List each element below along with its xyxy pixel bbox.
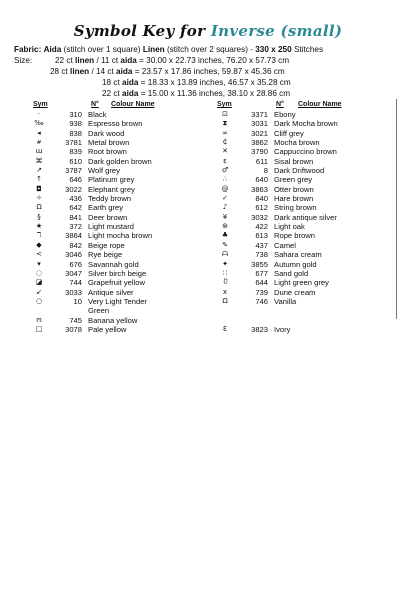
size-fabric: aida	[116, 67, 133, 76]
colour-name: Teddy brown	[88, 194, 132, 204]
size-fabric: aida	[122, 89, 139, 98]
list-item	[30, 157, 200, 166]
list-item	[30, 119, 200, 128]
list-item	[30, 250, 200, 259]
size-count: 28 ct	[50, 67, 68, 76]
list-item	[216, 138, 394, 147]
symbol-glyph: ◂	[37, 128, 41, 137]
list-item	[216, 175, 394, 184]
symbol-glyph: Ω	[222, 296, 228, 305]
colour-name: Light mocha brown	[88, 231, 153, 241]
symbol-glyph: ✧	[36, 194, 42, 203]
symbol-glyph: ო	[36, 315, 42, 324]
colour-name: Wolf grey	[88, 166, 120, 176]
thread-number: 841	[69, 212, 82, 222]
fabric-linen-note: (stitch over 2 squares) -	[166, 45, 253, 54]
symbol-glyph: ⌘	[35, 156, 43, 165]
colour-name: Rope brown	[274, 231, 315, 241]
list-item	[30, 222, 200, 231]
thread-number: 436	[69, 194, 82, 204]
size-line-3	[102, 78, 291, 88]
symbol-glyph: ɯ	[35, 147, 43, 156]
symbol-glyph: Ω	[36, 203, 42, 212]
symbol-glyph: ⧣	[37, 138, 41, 147]
symbol-glyph: ◌	[35, 268, 43, 277]
colour-name: Ivory	[274, 324, 291, 334]
thread-number: 3863	[251, 184, 268, 194]
colour-name: Otter brown	[274, 184, 314, 194]
colour-name: Dark wood	[88, 128, 125, 138]
header-colour-name: Colour Name	[111, 101, 155, 108]
colour-name: Earth grey	[88, 203, 124, 213]
colour-name: Green grey	[274, 175, 312, 185]
symbol-glyph: ∴	[222, 175, 228, 184]
list-item	[216, 269, 394, 278]
colour-name: Sand gold	[274, 268, 309, 278]
fabric-linen: Linen	[142, 45, 165, 54]
colour-name: Espresso brown	[88, 119, 143, 129]
list-item	[216, 260, 394, 269]
header-colour-name: Colour Name	[298, 101, 342, 108]
symbol-glyph: ε	[223, 156, 227, 165]
symbol-glyph: <	[36, 250, 42, 259]
colour-name: Pale yellow	[88, 324, 127, 334]
colour-name: Cappuccino brown	[274, 147, 337, 157]
list-item	[216, 306, 394, 325]
list-item	[30, 288, 200, 297]
thread-number: 644	[255, 278, 268, 288]
fabric-label: Fabric:	[14, 45, 42, 54]
colour-name: Antique silver	[88, 287, 134, 297]
list-item	[216, 250, 394, 259]
thread-number: 646	[69, 175, 82, 185]
symbol-glyph: ✦	[222, 259, 228, 268]
header-sym: Sym	[33, 101, 48, 108]
list-item	[216, 325, 394, 334]
thread-number: 437	[255, 240, 268, 250]
thread-number: 739	[255, 287, 268, 297]
symbol-glyph: @	[221, 184, 229, 193]
size-label: Size:	[14, 56, 33, 65]
list-item	[216, 222, 394, 231]
colour-name: Dark golden brown	[88, 156, 152, 166]
symbol-glyph: ⊡	[222, 110, 228, 118]
thread-number: 3022	[65, 184, 82, 194]
symbol-glyph: ◪	[35, 278, 43, 287]
size-fabric: linen	[70, 67, 90, 76]
fabric-line	[14, 45, 323, 55]
list-item	[30, 269, 200, 278]
symbol-glyph: ♣	[221, 231, 229, 240]
thread-number: 3078	[65, 324, 82, 334]
thread-number: 3021	[251, 128, 268, 138]
symbol-glyph: ◆	[36, 240, 42, 249]
right-symbol-list	[216, 110, 394, 334]
thread-number: 842	[69, 240, 82, 250]
colour-name: Silver birch beige	[88, 268, 147, 278]
size-line-2	[50, 67, 285, 77]
size-dimensions: = 18.33 x 13.89 inches, 46.57 x 35.28 cm	[140, 78, 291, 87]
thread-number: 3781	[65, 138, 82, 148]
size-fabric: aida	[122, 78, 139, 87]
list-item	[216, 185, 394, 194]
colour-name: Grapefruit yellow	[88, 278, 145, 288]
thread-number: 3046	[65, 250, 82, 260]
fabric-aida-note: (stitch over 1 square)	[63, 45, 141, 54]
list-item	[30, 129, 200, 138]
colour-name: String brown	[274, 203, 317, 213]
list-item	[30, 185, 200, 194]
thread-number: 10	[73, 296, 82, 306]
thread-number: 3787	[65, 166, 82, 176]
list-item	[216, 119, 394, 128]
list-item	[30, 147, 200, 156]
thread-number: 938	[69, 119, 82, 129]
size-line-4	[102, 89, 290, 99]
colour-name: Dark antique silver	[274, 212, 337, 222]
symbol-glyph: ⊛	[222, 222, 228, 231]
list-item	[216, 147, 394, 156]
colour-name: Dune cream	[274, 287, 316, 297]
thread-number: 372	[69, 222, 82, 232]
symbol-glyph: ★	[35, 222, 43, 231]
colour-name: Ebony	[274, 110, 296, 119]
column-divider	[396, 99, 397, 319]
list-item	[216, 203, 394, 212]
list-item	[30, 260, 200, 269]
size-count: 18 ct	[102, 78, 120, 87]
list-item	[30, 231, 200, 240]
thread-number: 3862	[251, 138, 268, 148]
colour-name: Light green grey	[274, 278, 329, 288]
list-item	[30, 138, 200, 147]
list-item	[30, 297, 200, 316]
thread-number: 8	[263, 166, 268, 176]
symbol-glyph: ·	[37, 110, 41, 118]
colour-name: Vanilla	[274, 296, 297, 306]
list-item	[216, 110, 394, 119]
symbol-glyph: ✓	[222, 194, 228, 203]
symbol-glyph: ꀀ	[222, 278, 228, 287]
symbol-glyph: ↗	[36, 166, 42, 175]
size-count: 22 ct	[102, 89, 120, 98]
thread-number: 3855	[251, 259, 268, 269]
thread-number: 612	[255, 203, 268, 213]
thread-number: 3823	[251, 324, 268, 334]
colour-name: Light mustard	[88, 222, 135, 232]
thread-number: 3864	[65, 231, 82, 241]
thread-number: 642	[69, 203, 82, 213]
list-item	[30, 325, 200, 334]
list-item	[30, 278, 200, 287]
colour-name: Camel	[274, 240, 296, 250]
size-dimensions: = 23.57 x 17.86 inches, 59.87 x 45.36 cm	[134, 67, 285, 76]
symbol-glyph: ○	[35, 296, 43, 305]
symbol-glyph: ▾	[37, 259, 41, 268]
thread-number: 677	[255, 268, 268, 278]
fabric-stitches: 330 x 250	[255, 45, 292, 54]
list-item	[30, 241, 200, 250]
size-dimensions: = 30.00 x 22.73 inches, 76.20 x 57.73 cm	[139, 56, 290, 65]
colour-name: Autumn gold	[274, 259, 317, 269]
list-item	[216, 278, 394, 287]
list-item	[30, 203, 200, 212]
colour-name: Metal brown	[88, 138, 130, 148]
symbol-glyph: ∞	[222, 128, 228, 137]
symbol-glyph: ♪	[222, 203, 228, 212]
colour-name: Cliff grey	[274, 128, 304, 138]
colour-name: Rye beige	[88, 250, 123, 260]
header-num: N°	[276, 101, 284, 108]
thread-number: 840	[255, 194, 268, 204]
colour-name: Banana yellow	[88, 315, 138, 325]
thread-number: 3047	[65, 268, 82, 278]
colour-name: Elephant grey	[88, 184, 135, 194]
fabric-stitches-word: Stitches	[293, 45, 324, 54]
thread-number: 746	[255, 296, 268, 306]
thread-number: 422	[255, 222, 268, 232]
symbol-glyph: ↙	[36, 287, 42, 296]
thread-number: 3031	[251, 119, 268, 129]
thread-number: 738	[255, 250, 268, 260]
colour-name: Sisal brown	[274, 156, 314, 166]
colour-name: Beige rope	[88, 240, 125, 250]
colour-name: Platinum grey	[88, 175, 135, 185]
list-item	[216, 231, 394, 240]
symbol-glyph: ∷	[222, 268, 228, 277]
thread-number: 3790	[251, 147, 268, 157]
symbol-glyph: ◘	[36, 184, 42, 193]
symbol-glyph: ℸ	[36, 231, 42, 240]
list-item	[30, 110, 200, 119]
colour-name: Savannah gold	[88, 259, 139, 269]
header-num: N°	[91, 101, 99, 108]
thread-number: 3371	[251, 110, 268, 119]
colour-name: Black	[88, 110, 107, 119]
colour-name: Hare brown	[274, 194, 314, 204]
colour-name: Sahara cream	[274, 250, 322, 260]
thread-number: 640	[255, 175, 268, 185]
colour-name: Root brown	[88, 147, 127, 157]
thread-number: 839	[69, 147, 82, 157]
symbol-glyph: ✕	[222, 147, 228, 156]
thread-number: 613	[255, 231, 268, 241]
list-item	[216, 288, 394, 297]
list-item	[216, 213, 394, 222]
thread-number: 3033	[65, 287, 82, 297]
symbol-glyph: x	[222, 287, 228, 296]
list-item	[30, 316, 200, 325]
symbol-glyph: ♂	[221, 166, 229, 175]
thread-number: 745	[69, 315, 82, 325]
size-count: / 14 ct	[91, 67, 114, 76]
list-item	[30, 213, 200, 222]
symbol-glyph: ¥	[222, 212, 228, 221]
thread-number: 3032	[251, 212, 268, 222]
colour-name: Mocha brown	[274, 138, 320, 148]
list-item	[216, 166, 394, 175]
title-pattern: Inverse (small)	[210, 22, 343, 40]
symbol-glyph: ‰	[34, 119, 44, 128]
list-item	[30, 194, 200, 203]
symbol-glyph: ᗩ	[222, 250, 228, 259]
list-item	[216, 241, 394, 250]
header-sym: Sym	[217, 101, 232, 108]
size-fabric: aida	[120, 56, 137, 65]
thread-number: 838	[69, 128, 82, 138]
colour-name: Dark Mocha brown	[274, 119, 338, 129]
colour-name: Deer brown	[88, 212, 128, 222]
thread-number: 744	[69, 278, 82, 288]
symbol-glyph: ₵	[222, 138, 228, 147]
list-item	[216, 297, 394, 306]
page-title	[0, 22, 416, 40]
thread-number: 310	[69, 110, 82, 119]
left-symbol-list	[30, 110, 200, 334]
list-item	[216, 194, 394, 203]
size-dimensions: = 15.00 x 11.36 inches, 38.10 x 28.86 cm	[140, 89, 291, 98]
size-line-1	[55, 56, 289, 66]
title-prefix: Symbol Key for	[73, 22, 206, 40]
size-count: 22 ct	[55, 56, 73, 65]
symbol-glyph: Ɛ	[222, 324, 228, 333]
list-item	[30, 166, 200, 175]
list-item	[216, 157, 394, 166]
list-item	[216, 129, 394, 138]
size-fabric: linen	[75, 56, 95, 65]
symbol-glyph: §	[37, 212, 41, 221]
symbol-glyph: ✎	[222, 240, 228, 249]
fabric-aida: Aida	[43, 45, 62, 54]
colour-name: Dark Driftwood	[274, 166, 325, 176]
symbol-glyph: ↑	[36, 175, 42, 184]
thread-number: 676	[69, 259, 82, 269]
thread-number: 611	[255, 156, 268, 166]
size-count: / 11 ct	[96, 56, 119, 65]
symbol-glyph: ⧗	[222, 119, 228, 128]
colour-name: Very Light Tender Green	[88, 296, 147, 316]
thread-number: 610	[69, 156, 82, 166]
symbol-glyph: □	[35, 324, 43, 333]
list-item	[30, 175, 200, 184]
colour-name: Light oak	[274, 222, 305, 232]
